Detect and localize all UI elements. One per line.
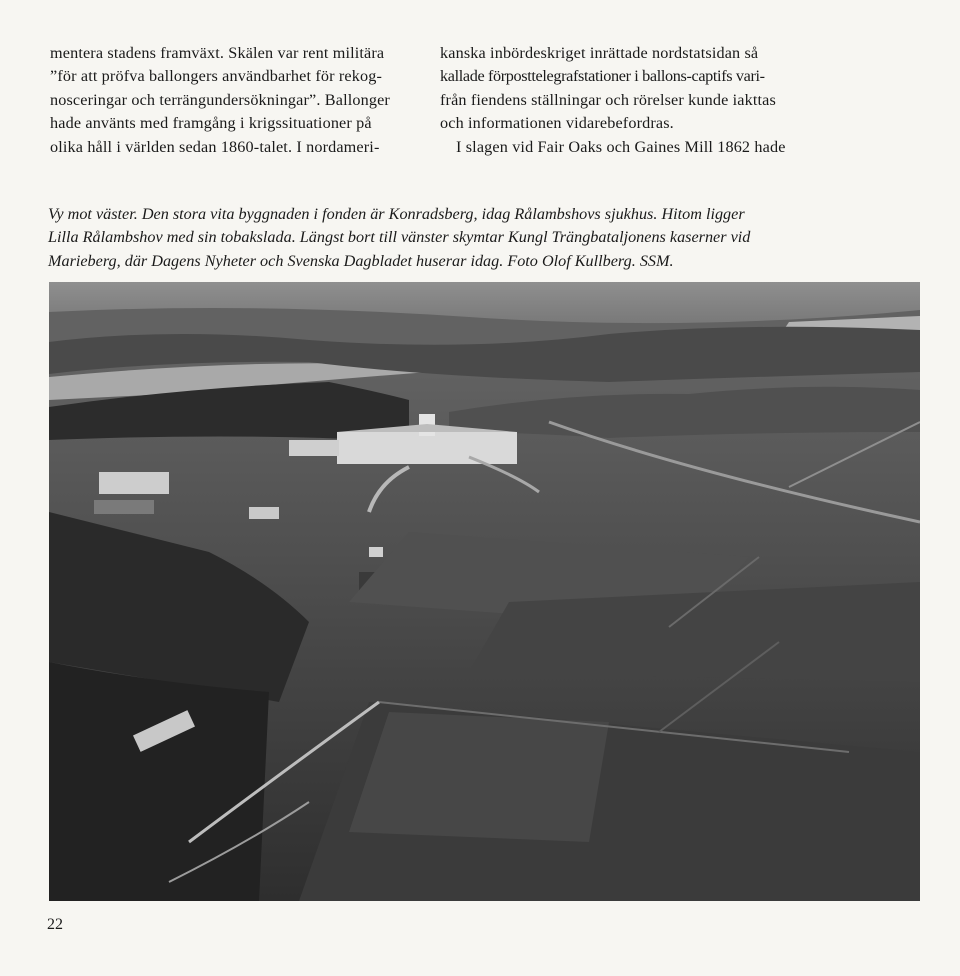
caption-line: Vy mot väster. Den stora vita byggnaden i fonden är Konradsberg, idag Rålambshovs sjukhus. Hitom ligger: [48, 205, 745, 223]
photo-caption: [48, 203, 828, 273]
caption-line: Marieberg, där Dagens Nyheter och Svenska Dagbladet huserar idag. Foto Olof Kullberg. SSM.: [48, 251, 674, 270]
body-line: I slagen vid Fair Oaks och Gaines Mill 1862 hade: [456, 137, 786, 156]
caption-line: Lilla Rålambshov med sin tobakslada. Längst bort till vänster skymtar Kungl Trängbataljonens kaserner vid: [48, 228, 751, 247]
body-line: kallade förposttelegrafstationer i ballons-captifs vari-: [440, 67, 765, 86]
body-line: kanska inbördeskriget inrättade nordstatsidan så: [440, 44, 759, 62]
body-line: från fiendens ställningar och rörelser kunde iakttas: [440, 90, 776, 109]
body-line: nosceringar och terrängundersökningar”. Ballonger: [50, 90, 390, 109]
body-line: mentera stadens framväxt. Skälen var rent militära: [50, 44, 385, 62]
body-line: hade använts med framgång i krigssituationer på: [50, 114, 372, 133]
page-number: 22: [47, 916, 63, 933]
aerial-photo-illustration: [49, 282, 920, 901]
body-line: ”för att pröfva ballongers användbarhet för rekog-: [50, 67, 383, 86]
aerial-photograph: [49, 282, 920, 901]
body-text-left-column: [50, 42, 418, 159]
body-text-right-column: [440, 42, 812, 159]
body-line: olika håll i världen sedan 1860-talet. I nordameri-: [50, 137, 380, 156]
body-line: och informationen vidarebefordras.: [440, 114, 674, 133]
